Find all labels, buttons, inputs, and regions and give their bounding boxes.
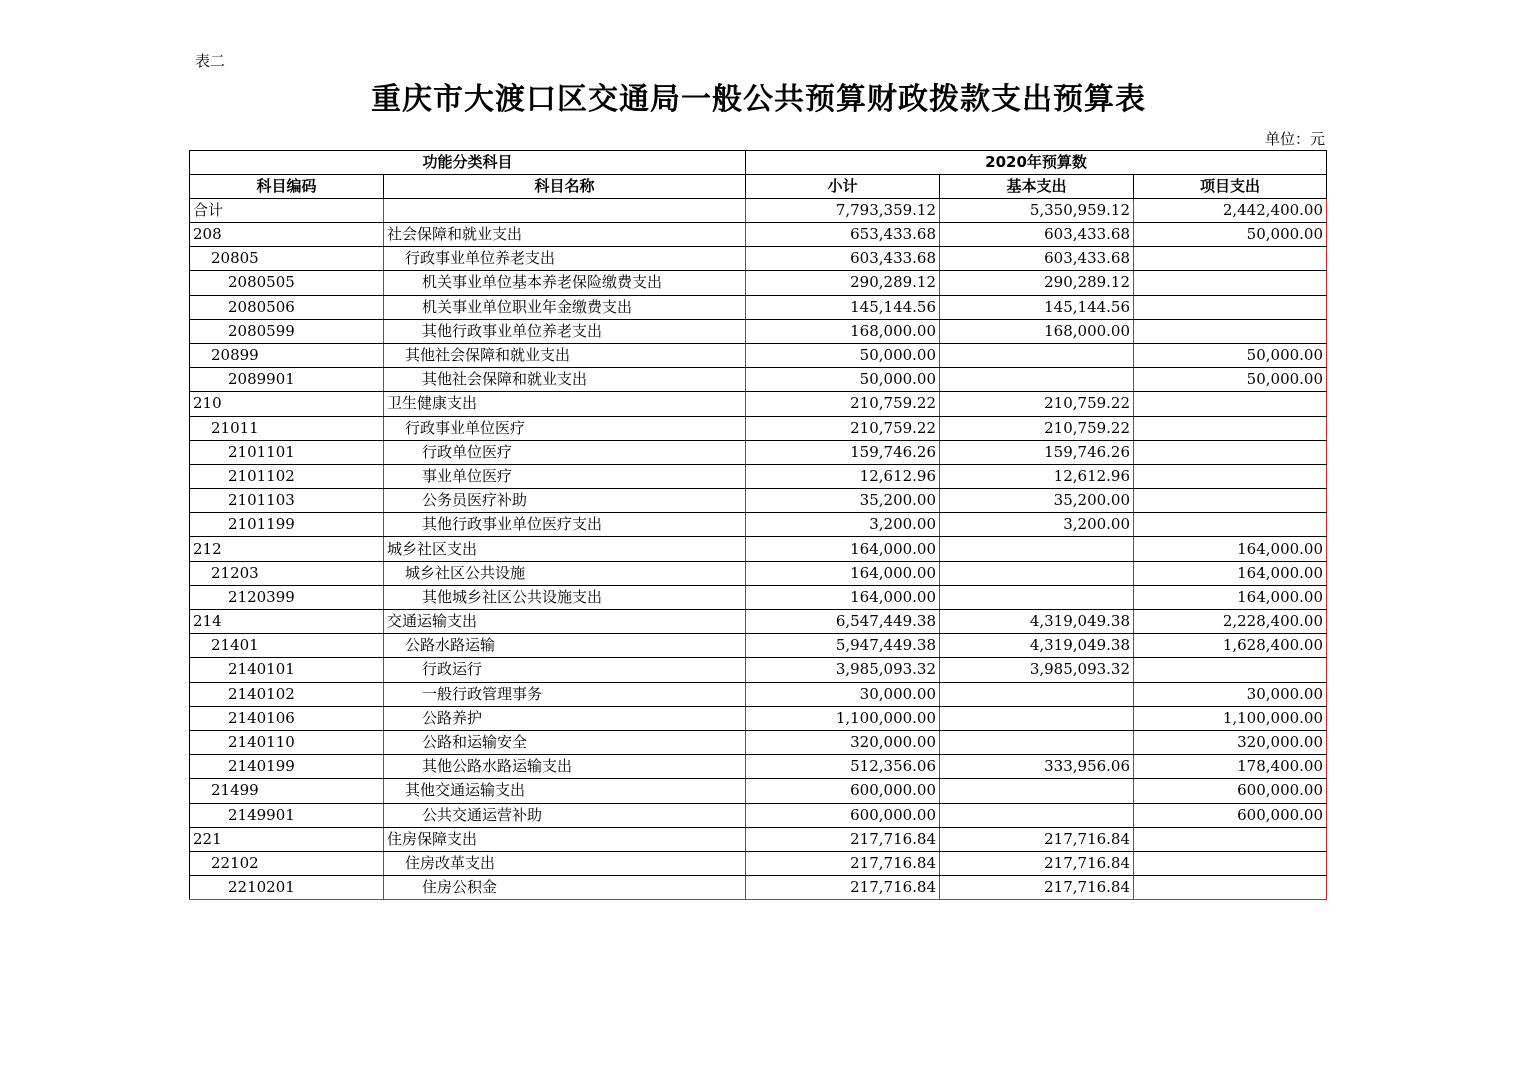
cell-basic: 5,350,959.12: [940, 199, 1134, 223]
cell-subtotal: 217,716.84: [746, 851, 940, 875]
cell-basic: 333,956.06: [940, 755, 1134, 779]
table-header: [190, 151, 1327, 199]
cell-subtotal: 164,000.00: [746, 585, 940, 609]
cell-project: 2,228,400.00: [1134, 610, 1327, 634]
cell-code: 21011: [190, 416, 384, 440]
cell-subtotal: 210,759.22: [746, 392, 940, 416]
table-row: [190, 561, 1327, 585]
cell-basic: 159,746.26: [940, 440, 1134, 464]
cell-basic: 145,144.56: [940, 295, 1134, 319]
cell-code: 2101102: [190, 464, 384, 488]
cell-subtotal: 210,759.22: [746, 416, 940, 440]
cell-name: 卫生健康支出: [384, 392, 746, 416]
cell-name: 行政运行: [384, 658, 746, 682]
cell-name: 行政单位医疗: [384, 440, 746, 464]
cell-project: 50,000.00: [1134, 223, 1327, 247]
cell-subtotal: 164,000.00: [746, 537, 940, 561]
cell-name: 交通运输支出: [384, 610, 746, 634]
cell-subtotal: 3,200.00: [746, 513, 940, 537]
cell-name: 行政事业单位医疗: [384, 416, 746, 440]
cell-project: [1134, 513, 1327, 537]
cell-project: [1134, 247, 1327, 271]
cell-project: [1134, 851, 1327, 875]
cell-code: 2140110: [190, 730, 384, 754]
cell-basic: 290,289.12: [940, 271, 1134, 295]
cell-name: 住房改革支出: [384, 851, 746, 875]
cell-name: [384, 199, 746, 223]
cell-code: 2089901: [190, 368, 384, 392]
cell-subtotal: 217,716.84: [746, 827, 940, 851]
cell-project: 164,000.00: [1134, 537, 1327, 561]
cell-code: 2140106: [190, 706, 384, 730]
table-row: [190, 295, 1327, 319]
cell-project: [1134, 416, 1327, 440]
table-row: [190, 585, 1327, 609]
cell-code: 21499: [190, 779, 384, 803]
cell-subtotal: 35,200.00: [746, 489, 940, 513]
cell-project: 50,000.00: [1134, 368, 1327, 392]
cell-subtotal: 6,547,449.38: [746, 610, 940, 634]
cell-basic: 12,612.96: [940, 464, 1134, 488]
cell-code: 22102: [190, 851, 384, 875]
cell-project: [1134, 827, 1327, 851]
cell-basic: 3,985,093.32: [940, 658, 1134, 682]
header-basic: 基本支出: [940, 175, 1134, 199]
cell-subtotal: 159,746.26: [746, 440, 940, 464]
cell-project: [1134, 658, 1327, 682]
cell-subtotal: 5,947,449.38: [746, 634, 940, 658]
cell-project: [1134, 464, 1327, 488]
cell-name: 社会保障和就业支出: [384, 223, 746, 247]
cell-project: [1134, 392, 1327, 416]
table-row: [190, 271, 1327, 295]
cell-project: [1134, 876, 1327, 900]
cell-basic: [940, 706, 1134, 730]
page-title: 重庆市大渡口区交通局一般公共预算财政拨款支出预算表: [371, 82, 1146, 117]
budget-table: [189, 150, 1327, 900]
cell-code: 2210201: [190, 876, 384, 900]
cell-basic: 210,759.22: [940, 392, 1134, 416]
cell-basic: [940, 779, 1134, 803]
cell-name: 城乡社区公共设施: [384, 561, 746, 585]
cell-subtotal: 50,000.00: [746, 368, 940, 392]
cell-subtotal: 145,144.56: [746, 295, 940, 319]
cell-project: [1134, 295, 1327, 319]
cell-code: 2140102: [190, 682, 384, 706]
cell-project: 320,000.00: [1134, 730, 1327, 754]
cell-project: 30,000.00: [1134, 682, 1327, 706]
cell-code: 20899: [190, 343, 384, 367]
cell-basic: 217,716.84: [940, 827, 1134, 851]
table-row: [190, 610, 1327, 634]
cell-name: 其他社会保障和就业支出: [384, 343, 746, 367]
cell-project: [1134, 319, 1327, 343]
table-row: [190, 513, 1327, 537]
cell-name: 公路水路运输: [384, 634, 746, 658]
cell-project: 164,000.00: [1134, 585, 1327, 609]
cell-name: 其他城乡社区公共设施支出: [384, 585, 746, 609]
cell-code: 221: [190, 827, 384, 851]
cell-basic: [940, 585, 1134, 609]
cell-code: 210: [190, 392, 384, 416]
cell-code: 21401: [190, 634, 384, 658]
cell-basic: 210,759.22: [940, 416, 1134, 440]
table-row: [190, 247, 1327, 271]
cell-project: [1134, 440, 1327, 464]
table-number-label: 表二: [195, 52, 226, 70]
cell-code: 2120399: [190, 585, 384, 609]
cell-basic: 603,433.68: [940, 223, 1134, 247]
cell-project: 1,628,400.00: [1134, 634, 1327, 658]
cell-code: 合计: [190, 199, 384, 223]
cell-basic: 4,319,049.38: [940, 610, 1134, 634]
cell-name: 事业单位医疗: [384, 464, 746, 488]
table-row: [190, 537, 1327, 561]
header-group-function: 功能分类科目: [190, 151, 746, 175]
cell-name: 其他社会保障和就业支出: [384, 368, 746, 392]
table-row: [190, 440, 1327, 464]
cell-subtotal: 30,000.00: [746, 682, 940, 706]
cell-name: 一般行政管理事务: [384, 682, 746, 706]
cell-subtotal: 600,000.00: [746, 803, 940, 827]
cell-subtotal: 12,612.96: [746, 464, 940, 488]
cell-subtotal: 50,000.00: [746, 343, 940, 367]
cell-project: 2,442,400.00: [1134, 199, 1327, 223]
cell-subtotal: 512,356.06: [746, 755, 940, 779]
cell-basic: [940, 368, 1134, 392]
table-row: [190, 851, 1327, 875]
cell-subtotal: 7,793,359.12: [746, 199, 940, 223]
header-project: 项目支出: [1134, 175, 1327, 199]
cell-code: 2101101: [190, 440, 384, 464]
cell-basic: 35,200.00: [940, 489, 1134, 513]
cell-name: 机关事业单位基本养老保险缴费支出: [384, 271, 746, 295]
cell-name: 机关事业单位职业年金缴费支出: [384, 295, 746, 319]
table-row: [190, 755, 1327, 779]
cell-basic: 168,000.00: [940, 319, 1134, 343]
cell-subtotal: 290,289.12: [746, 271, 940, 295]
cell-name: 公共交通运营补助: [384, 803, 746, 827]
table-row: [190, 223, 1327, 247]
header-name: 科目名称: [384, 175, 746, 199]
cell-basic: 4,319,049.38: [940, 634, 1134, 658]
table-row: [190, 876, 1327, 900]
cell-code: 21203: [190, 561, 384, 585]
cell-code: 2149901: [190, 803, 384, 827]
cell-basic: 217,716.84: [940, 876, 1134, 900]
cell-name: 其他行政事业单位医疗支出: [384, 513, 746, 537]
table-row: [190, 343, 1327, 367]
table-row: [190, 634, 1327, 658]
cell-basic: 217,716.84: [940, 851, 1134, 875]
table-row: [190, 319, 1327, 343]
header-group-budget: 2020年预算数: [746, 151, 1327, 175]
cell-basic: [940, 803, 1134, 827]
cell-code: 2140199: [190, 755, 384, 779]
cell-subtotal: 3,985,093.32: [746, 658, 940, 682]
cell-code: 2080505: [190, 271, 384, 295]
cell-code: 2080599: [190, 319, 384, 343]
table-row: [190, 706, 1327, 730]
header-subtotal: 小计: [746, 175, 940, 199]
cell-basic: 603,433.68: [940, 247, 1134, 271]
table-row: [190, 682, 1327, 706]
cell-basic: [940, 561, 1134, 585]
cell-basic: [940, 537, 1134, 561]
cell-name: 公路和运输安全: [384, 730, 746, 754]
table-row: [190, 416, 1327, 440]
cell-name: 其他交通运输支出: [384, 779, 746, 803]
cell-name: 其他公路水路运输支出: [384, 755, 746, 779]
cell-subtotal: 164,000.00: [746, 561, 940, 585]
cell-basic: [940, 682, 1134, 706]
cell-code: 208: [190, 223, 384, 247]
cell-code: 20805: [190, 247, 384, 271]
table-row: [190, 199, 1327, 223]
cell-code: 212: [190, 537, 384, 561]
cell-subtotal: 217,716.84: [746, 876, 940, 900]
cell-project: 600,000.00: [1134, 779, 1327, 803]
cell-subtotal: 603,433.68: [746, 247, 940, 271]
cell-name: 城乡社区支出: [384, 537, 746, 561]
table-row: [190, 730, 1327, 754]
table-row: [190, 392, 1327, 416]
cell-project: [1134, 489, 1327, 513]
table-row: [190, 464, 1327, 488]
cell-code: 2101103: [190, 489, 384, 513]
table-row: [190, 489, 1327, 513]
cell-code: 2080506: [190, 295, 384, 319]
cell-project: 50,000.00: [1134, 343, 1327, 367]
cell-subtotal: 168,000.00: [746, 319, 940, 343]
cell-code: 2101199: [190, 513, 384, 537]
cell-project: [1134, 271, 1327, 295]
cell-project: 178,400.00: [1134, 755, 1327, 779]
cell-subtotal: 320,000.00: [746, 730, 940, 754]
cell-subtotal: 600,000.00: [746, 779, 940, 803]
cell-project: 600,000.00: [1134, 803, 1327, 827]
cell-code: 214: [190, 610, 384, 634]
unit-label: 单位：元: [1264, 130, 1325, 148]
table-row: [190, 779, 1327, 803]
cell-subtotal: 653,433.68: [746, 223, 940, 247]
table-body: [190, 199, 1327, 900]
cell-project: 164,000.00: [1134, 561, 1327, 585]
cell-basic: 3,200.00: [940, 513, 1134, 537]
cell-name: 住房公积金: [384, 876, 746, 900]
cell-name: 公务员医疗补助: [384, 489, 746, 513]
cell-code: 2140101: [190, 658, 384, 682]
table-row: [190, 368, 1327, 392]
cell-project: 1,100,000.00: [1134, 706, 1327, 730]
cell-name: 其他行政事业单位养老支出: [384, 319, 746, 343]
cell-subtotal: 1,100,000.00: [746, 706, 940, 730]
table-row: [190, 827, 1327, 851]
header-code: 科目编码: [190, 175, 384, 199]
cell-name: 公路养护: [384, 706, 746, 730]
table-row: [190, 658, 1327, 682]
cell-basic: [940, 730, 1134, 754]
table-row: [190, 803, 1327, 827]
cell-name: 住房保障支出: [384, 827, 746, 851]
cell-basic: [940, 343, 1134, 367]
cell-name: 行政事业单位养老支出: [384, 247, 746, 271]
